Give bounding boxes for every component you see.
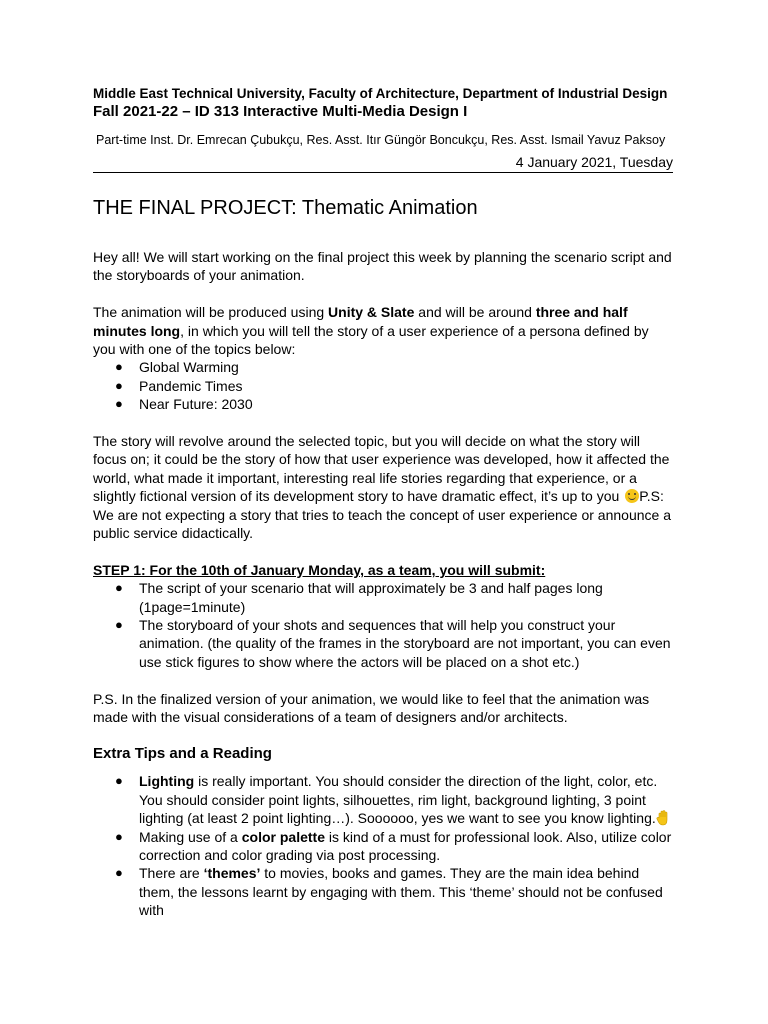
bullet-icon: ●	[115, 773, 123, 789]
page-title: THE FINAL PROJECT: Thematic Animation	[93, 197, 478, 219]
bullet-icon: ●	[115, 828, 123, 844]
intro-paragraph: Hey all! We will start working on the final project this week by planning the scenario script and the storyboards of your animation.	[93, 249, 672, 284]
story-ps: P.S: We are not expecting a story that tries to teach the concept of user experience or announce a public service didactically.	[93, 488, 671, 542]
production-text-3: , in which you will tell the story of a user experience of a persona defined by you with one of the topics below:	[93, 322, 649, 358]
list-item	[93, 377, 675, 395]
bullet-icon: ●	[115, 865, 123, 881]
tip-themes-bold: ‘themes’	[203, 865, 261, 882]
tip-palette-bold: color palette	[241, 828, 325, 845]
list-item	[93, 395, 675, 413]
tip-themes-text-1: There are	[139, 865, 204, 882]
bullet-icon: ●	[115, 359, 123, 375]
bullet-icon: ●	[115, 617, 123, 633]
bullet-icon: ●	[115, 580, 123, 596]
tip-lighting-text: is really important. You should consider the direction of the light, color, etc. You should consider point lights, silhouettes, rim light, background lighting, 3 point lighting (at least 2 point lighting…). Soooooo, yes we want to see you know lighting.	[139, 773, 658, 827]
production-text-2: and will be around	[414, 304, 536, 321]
header-divider	[93, 172, 673, 173]
tips-heading: Extra Tips and a Reading	[93, 744, 272, 762]
bullet-icon: ●	[115, 377, 123, 393]
tips-list	[93, 772, 675, 919]
list-item	[93, 579, 675, 616]
smile-emoji-icon	[625, 489, 639, 503]
list-item	[93, 772, 675, 827]
document-body	[93, 248, 675, 938]
course-line: Fall 2021-22 – ID 313 Interactive Multi-Media Design I	[93, 103, 468, 120]
list-item	[93, 358, 675, 376]
production-tools: Unity & Slate	[328, 304, 415, 321]
tip-palette-text-1: Making use of a	[139, 828, 242, 845]
date-line: 4 January 2021, Tuesday	[515, 154, 673, 170]
production-text-1: The animation will be produced using	[93, 304, 329, 321]
tip-themes-text-2: to movies, books and games. They are the main idea behind them, the lessons learnt by engaging with them. This ‘theme’ should not be confused with	[139, 865, 663, 919]
production-duration: three and half minutes long	[93, 304, 628, 339]
institution-line: Middle East Technical University, Faculty of Architecture, Department of Industrial Design	[93, 86, 668, 101]
list-item	[93, 828, 675, 865]
bullet-icon: ●	[115, 396, 123, 412]
ps-paragraph: P.S. In the finalized version of your animation, we would like to feel that the animation was made with the visual considerations of a team of designers and/or architects.	[93, 690, 650, 726]
list-item	[93, 616, 675, 671]
step1-heading: STEP 1: For the 10th of January Monday, as a team, you will submit:	[93, 561, 546, 578]
step1-item: The script of your scenario that will approximately be 3 and half pages long (1page=1minute)	[139, 580, 603, 615]
staff-line: Part-time Inst. Dr. Emrecan Çubukçu, Res. Asst. Itır Güngör Boncukçu, Res. Asst. Ismail Yavuz Paksoy	[96, 133, 666, 147]
raised-hand-emoji-icon	[656, 810, 670, 826]
story-paragraph	[93, 432, 675, 542]
topic-label: Global Warming	[139, 359, 239, 376]
list-item	[93, 864, 675, 919]
tip-palette-text-2: is kind of a must for professional look. Also, utilize color correction and color grading via post processing.	[139, 828, 672, 863]
production-paragraph	[93, 303, 675, 358]
step1-item: The storyboard of your shots and sequences that will help you construct your animation. (the quality of the frames in the storyboard are not important, you can even use stick figures to show where the actors will be placed on a shot etc.)	[139, 617, 671, 670]
story-text: The story will revolve around the selected topic, but you will decide on what the story will focus on; it could be the story of how that user experience was developed, how it affected the world, what made it important, interesting real life stories regarding that experience, or a slightly fictional version of its development story to have dramatic effect, it’s up to you	[93, 433, 670, 505]
topic-list	[93, 358, 675, 413]
topic-label: Pandemic Times	[139, 377, 243, 394]
topic-label: Near Future: 2030	[139, 396, 253, 413]
step1-list	[93, 579, 675, 671]
tip-lighting-bold: Lighting	[139, 773, 195, 790]
